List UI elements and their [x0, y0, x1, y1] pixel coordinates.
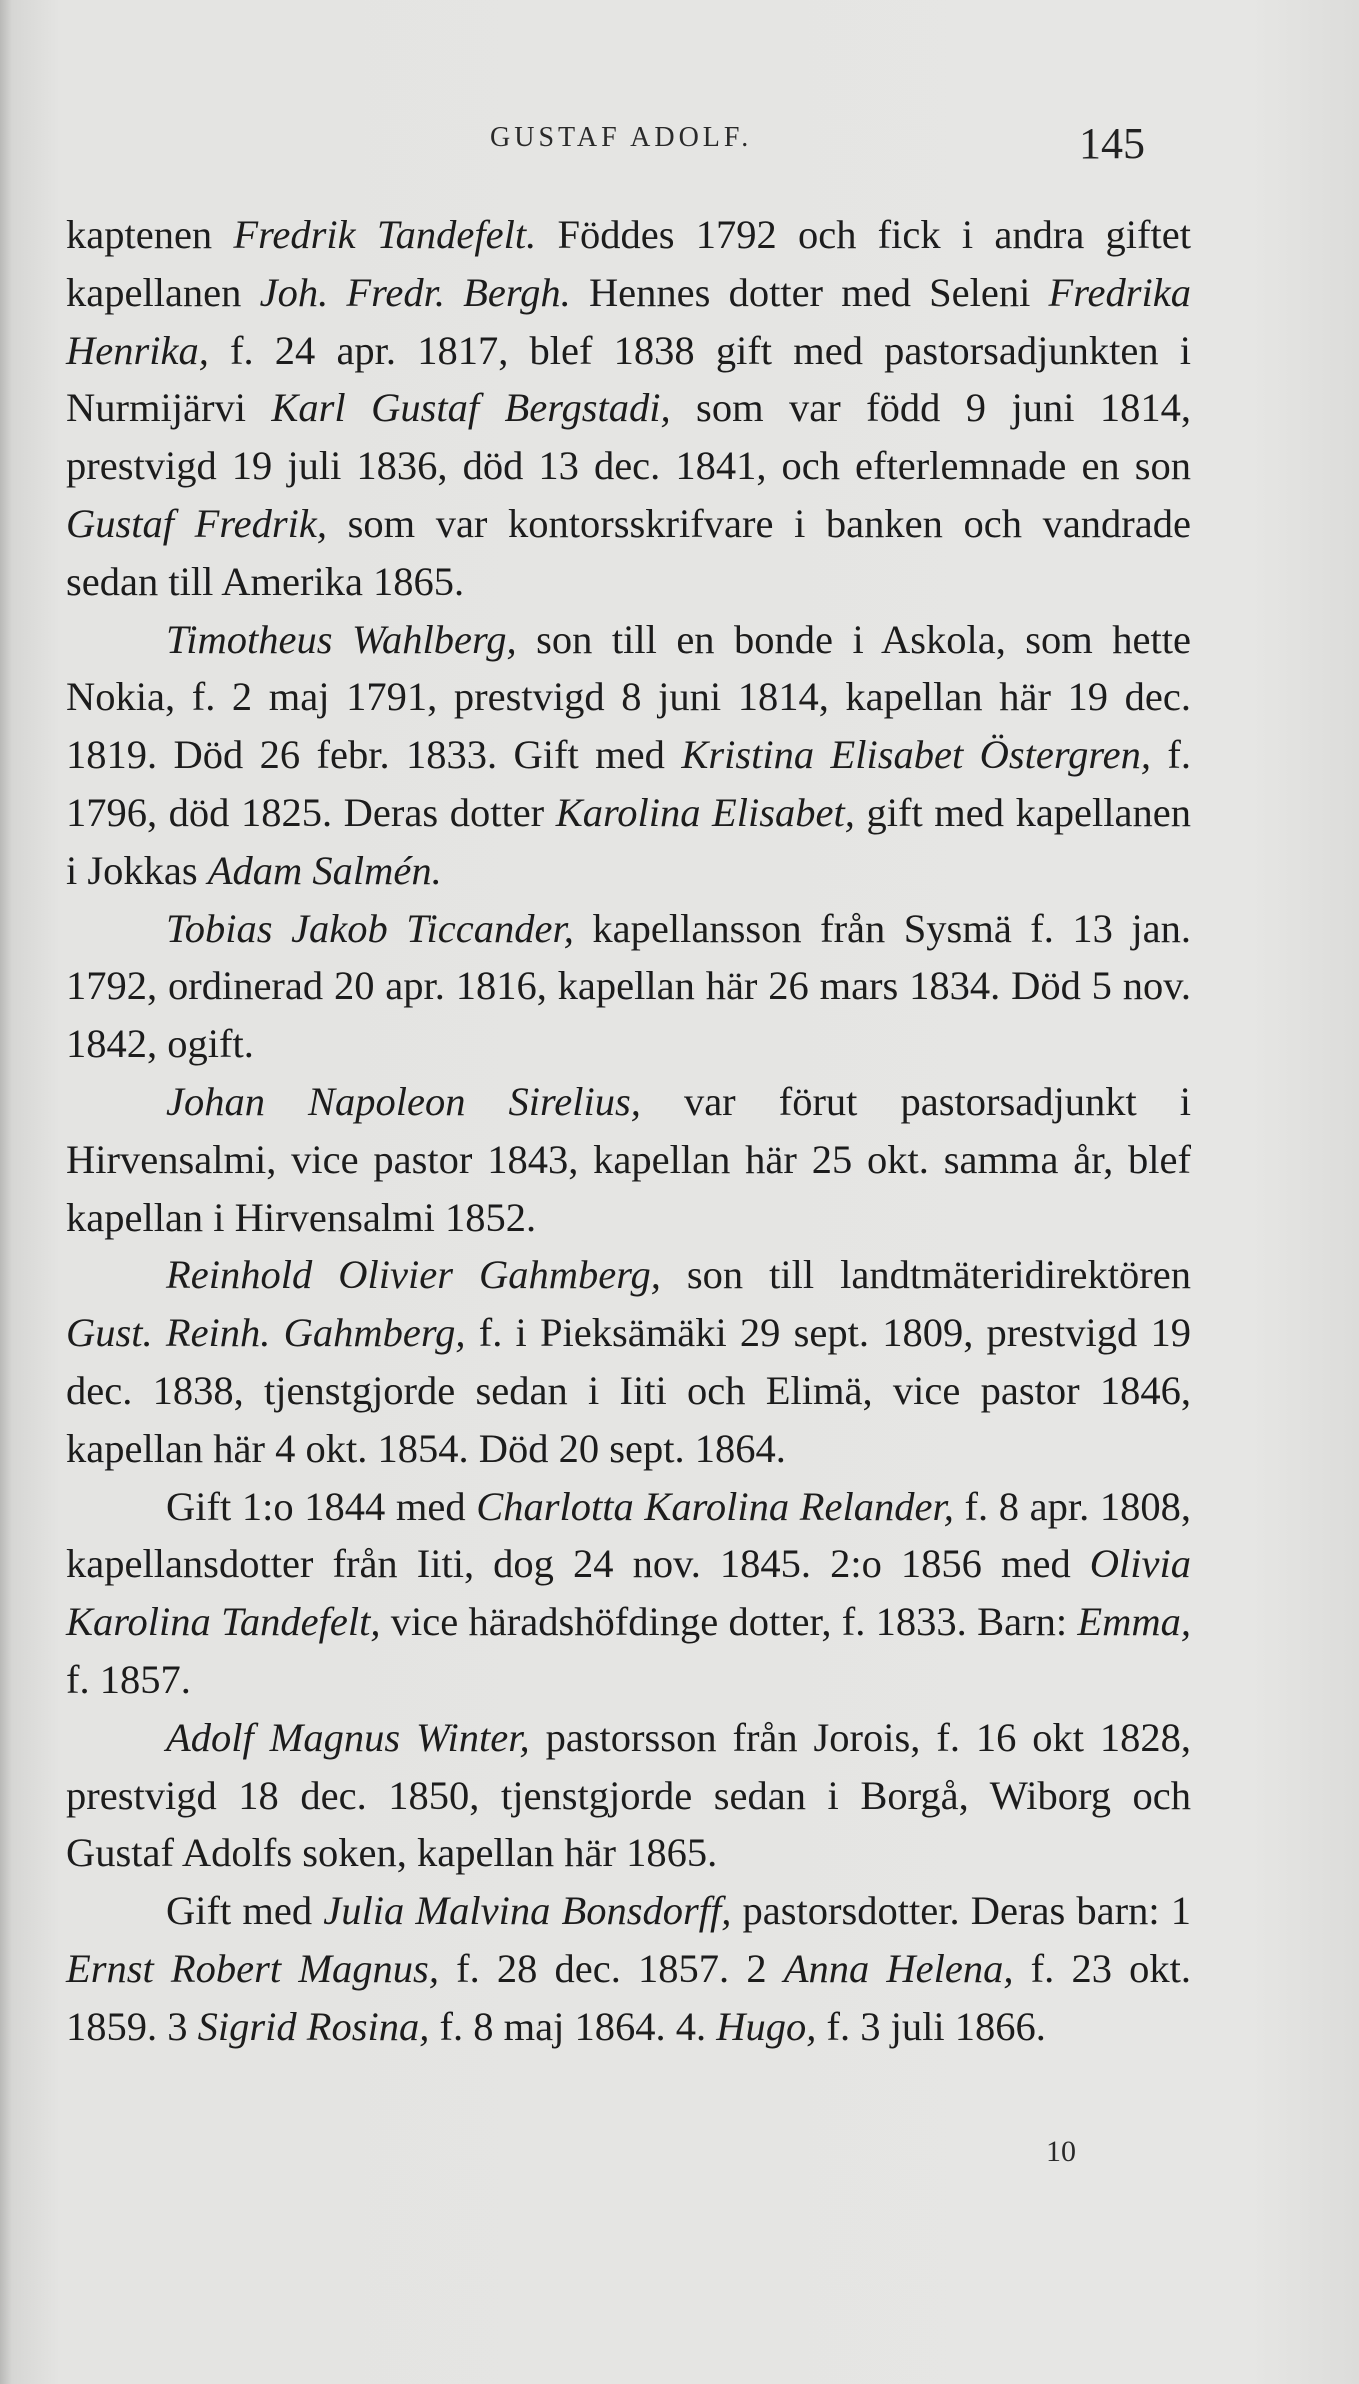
- person-name: Gust. Reinh. Gahmberg,: [66, 1310, 466, 1356]
- body-text: [66, 206, 1191, 2056]
- paragraph-winter: [66, 1709, 1191, 1882]
- text-run: f. 1796, död 1825. Deras dotter: [66, 732, 1191, 835]
- paragraph-sirelius: [66, 1073, 1191, 1246]
- text-run: kapellansson från Sysmä f. 13 jan. 1792, ordinerad 20 apr. 1816, kapellan här 26 mars 1834. Död 5 nov. 1842, ogift.: [66, 905, 1191, 1067]
- person-name: Ernst Robert Magnus,: [66, 1945, 439, 1991]
- text-run: som var född 9 juni 1814, prestvigd 19 juli 1836, död 13 dec. 1841, och efterlemnade en son: [66, 385, 1192, 489]
- text-run: Föddes 1792 och fick i andra giftet kapellanen: [66, 212, 1191, 315]
- text-run: son till landtmäteridirektören: [660, 1252, 1191, 1298]
- text-run: f. 23 okt. 1859. 3: [66, 1945, 1191, 2049]
- text-run: f. i Pieksämäki 29 sept. 1809, prestvigd 19 dec. 1838, tjenstgjorde sedan i Iiti och Elimä, vice pastor 1846, kapellan här 4 okt. 1854. Död 20 sept. 1864.: [66, 1310, 1191, 1471]
- text-run: gift med kapellanen i Jokkas: [66, 789, 1191, 893]
- text-run: kaptenen: [66, 212, 234, 257]
- person-name: Olivia Karolina Tandefelt,: [66, 1541, 1191, 1645]
- text-run: f. 1857.: [66, 1656, 191, 1702]
- text-run: f. 28 dec. 1857. 2: [438, 1945, 784, 1991]
- paragraph-winter-family: [66, 1882, 1191, 2055]
- person-name: Fredrik Tandefelt.: [233, 212, 537, 257]
- person-name: Adam Salmén.: [207, 847, 442, 893]
- text-run: Gift med: [166, 1888, 324, 1934]
- text-run: Gift 1:o 1844 med: [166, 1483, 477, 1529]
- text-run: Hennes dotter med Seleni: [570, 269, 1049, 315]
- text-run: f. 3 juli 1866.: [816, 2003, 1046, 2049]
- person-name: Charlotta Karolina Relander,: [476, 1483, 954, 1529]
- person-name: Hugo,: [716, 2003, 817, 2049]
- person-name: Anna Helena,: [783, 1945, 1014, 1991]
- paragraph-ticcander: [66, 900, 1191, 1073]
- text-run: f. 24 apr. 1817, blef 1838 gift med pastorsadjunkten i Nurmijärvi: [66, 327, 1191, 431]
- person-name: Kristina Elisabet Östergren,: [681, 732, 1151, 778]
- text-run: son till en bonde i Askola, som hette Nokia, f. 2 maj 1791, prestvigd 8 juni 1814, kapellan här 19 dec. 1819. Död 26 febr. 1833. Gift med: [66, 616, 1191, 778]
- page-header: [490, 118, 1170, 178]
- text-run: f. 8 apr. 1808, kapellansdotter från Iiti, dog 24 nov. 1845. 2:o 1856 med: [66, 1483, 1191, 1587]
- text-run: f. 8 maj 1864. 4.: [429, 2003, 717, 2049]
- person-name: Reinhold Olivier Gahmberg,: [166, 1252, 661, 1298]
- person-name: Karolina Elisabet,: [555, 789, 855, 835]
- person-name: Johan Napoleon Sirelius,: [166, 1078, 641, 1124]
- person-name: Timotheus Wahlberg,: [166, 616, 517, 662]
- text-run: som var kontorsskrifvare i banken och vandrade sedan till Amerika 1865.: [66, 500, 1191, 604]
- person-name: Julia Malvina Bonsdorff,: [323, 1888, 732, 1934]
- text-run: pastorsson från Jorois, f. 16 okt 1828, prestvigd 18 dec. 1850, tjenstgjorde sedan i Borgå, Wiborg och Gustaf Adolfs soken, kapellan här 1865.: [66, 1714, 1192, 1876]
- person-name: Joh. Fredr. Bergh.: [259, 269, 571, 315]
- text-run: vice häradshöfdinge dotter, f. 1833. Barn:: [380, 1599, 1078, 1645]
- paragraph-gahmberg-marriages: [66, 1478, 1191, 1709]
- page-number: 145: [1079, 119, 1145, 168]
- signature-mark: 10: [1046, 2135, 1076, 2168]
- person-name: Adolf Magnus Winter,: [166, 1714, 530, 1760]
- person-name: Karl Gustaf Bergstadi,: [271, 385, 671, 431]
- person-name: Gustaf Fredrik,: [66, 500, 327, 546]
- person-name: Tobias Jakob Ticcander,: [166, 905, 574, 951]
- person-name: Fredrika Henrika,: [66, 269, 1191, 373]
- paragraph-gahmberg: [66, 1246, 1191, 1477]
- paragraph-wahlberg: [66, 611, 1191, 900]
- person-name: Emma,: [1077, 1599, 1191, 1645]
- paragraph-bergh: [66, 206, 1191, 611]
- text-run: pastorsdotter. Deras barn: 1: [731, 1888, 1191, 1934]
- running-title: GUSTAF ADOLF.: [490, 122, 753, 153]
- person-name: Sigrid Rosina,: [197, 2003, 430, 2049]
- text-run: var förut pastorsadjunkt i Hirvensalmi, vice pastor 1843, kapellan här 25 okt. samma år, blef kapellan i Hirvensalmi 1852.: [66, 1078, 1191, 1240]
